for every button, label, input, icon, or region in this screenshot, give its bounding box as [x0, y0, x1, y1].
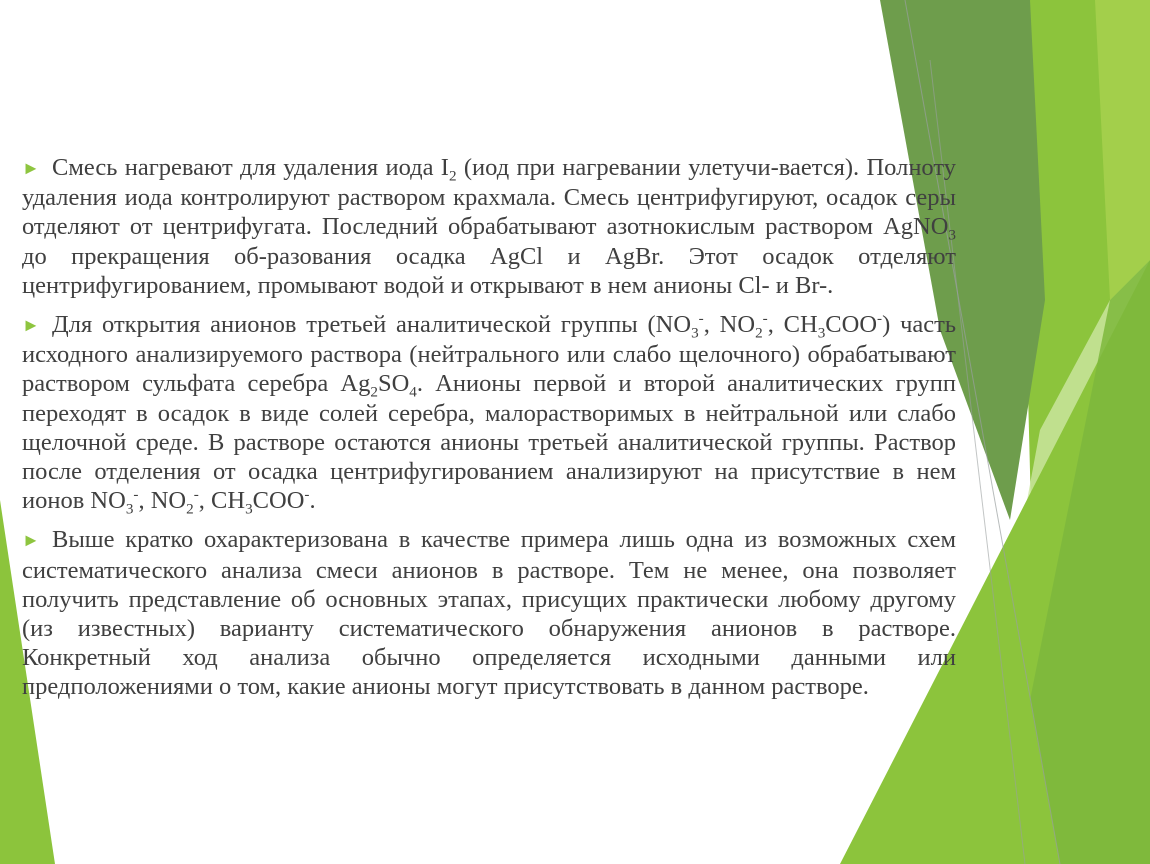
triangle-right-icon: ► — [22, 315, 40, 336]
paragraph-2: ► Для открытия анионов третьей аналитической группы ($NO_3^-$, $NO_2^-$, $CH_3COO^-$) часть исходного анализируемого раствора (нейтрального или слабо щелочного) обрабатывают раствором сульфата серебра $Ag_2SO_4$. Анионы первой и второй аналитических групп переходят в осадок в виде солей серебра, малорастворимых в нейтральной или слабо щелочной среде. В растворе остаются анионы третьей аналитической группы. Раствор после отделения от осадка центрифугированием анализируют на присутствие в нем ионов $NO_3^-$, $NO_2^-$, $CH_3COO^-$. — [22, 309, 957, 518]
paragraph-1: ► Смесь нагревают для удаления иода $I_2$ (иод при нагревании улетучи-вается). Полноту удаления иода контролируют раствором крахмала. Смесь центрифугируют, осадок серы отделяют от центрифугата. Последний обрабатывают азотнокислым раствором AgNO$_3$ до прекращения об-разования осадка AgCl и AgBr. Этот осадок отделяют центрифугированием, промывают водой и открывают в нем анионы Cl- и Br-. — [22, 154, 956, 299]
triangle-right-icon: ► — [22, 158, 40, 178]
paragraph-3: ► Выше кратко охарактеризована в качестве примера лишь одна из возможных схем систематического анализа смеси анионов в растворе. Тем не менее, она позволяет получить представление об основных этапах, присущих практически любому другому (из известных) варианту систематического обнаружения анионов в растворе. Конкретный ход анализа обычно определяется исходными данными или предположениями о том, какие анионы могут присутствовать в данном растворе. — [22, 526, 956, 701]
triangle-right-icon: ► — [22, 530, 40, 551]
content-text — [22, 153, 956, 712]
